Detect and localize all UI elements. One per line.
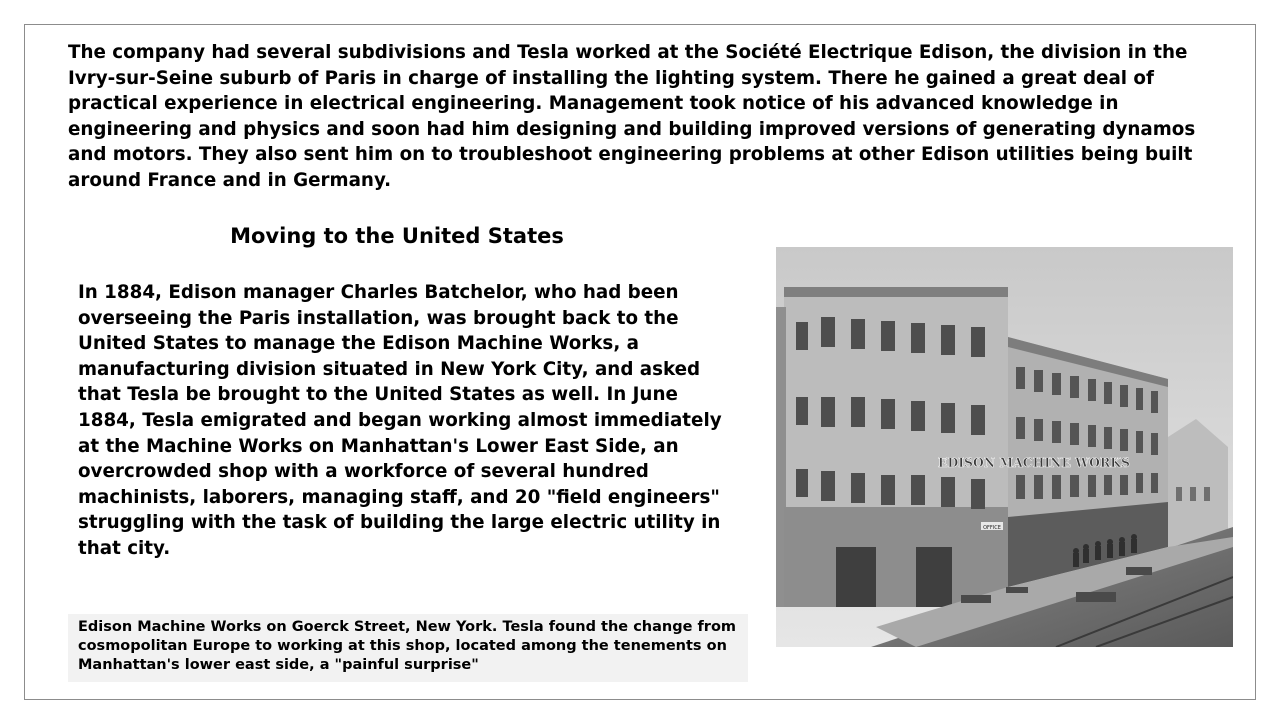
left-block-cornice [784, 287, 1008, 297]
ground-floor [784, 507, 1008, 607]
body-paragraph: In 1884, Edison manager Charles Batchelor, who had been overseeing the Paris installation, was brought back to the United States to manage the Edison Machine Works, a manufacturing division situated in New York City, and asked that Tesla be brought to the United States as well. In June 1884, Tesla emigrated and began working almost immediately at the Machine Works on Manhattan's Lower East Side, an overcrowded shop with a workforce of several hundred machinists, laborers, managing staff, and 20 "field engineers" struggling with the task of building the large electric utility in that city. [78, 282, 722, 559]
far-building-windows [1176, 487, 1182, 501]
doorway-2 [916, 547, 952, 607]
section-heading: Moving to the United States [230, 224, 564, 248]
doorway [836, 547, 876, 607]
photo-caption-box [68, 614, 748, 682]
photo-caption: Edison Machine Works on Goerck Street, New York. Tesla found the change from cosmopolitan Europe to working at this shop, located among the tenements on Manhattan's lower east side, a "painful surprise" [78, 619, 737, 673]
office-sign-text: OFFICE [983, 525, 1001, 531]
edison-machine-works-photo [776, 247, 1233, 647]
intro-paragraph: The company had several subdivisions and Tesla worked at the Société Electrique Edison, the division in the Ivry-sur-Seine suburb of Paris in charge of installing the lighting system. There he gained a great deal of practical experience in electrical engineering. Management took notice of his advanced knowledge in engineering and physics and soon had him designing and building improved versions of generating dynamos and motors. They also sent him on to troubleshoot engineering problems at other Edison utilities being built around France and in Germany. [68, 42, 1196, 191]
edison-machine-works-sign: EDISON MACHINE WORKS [938, 456, 1130, 471]
